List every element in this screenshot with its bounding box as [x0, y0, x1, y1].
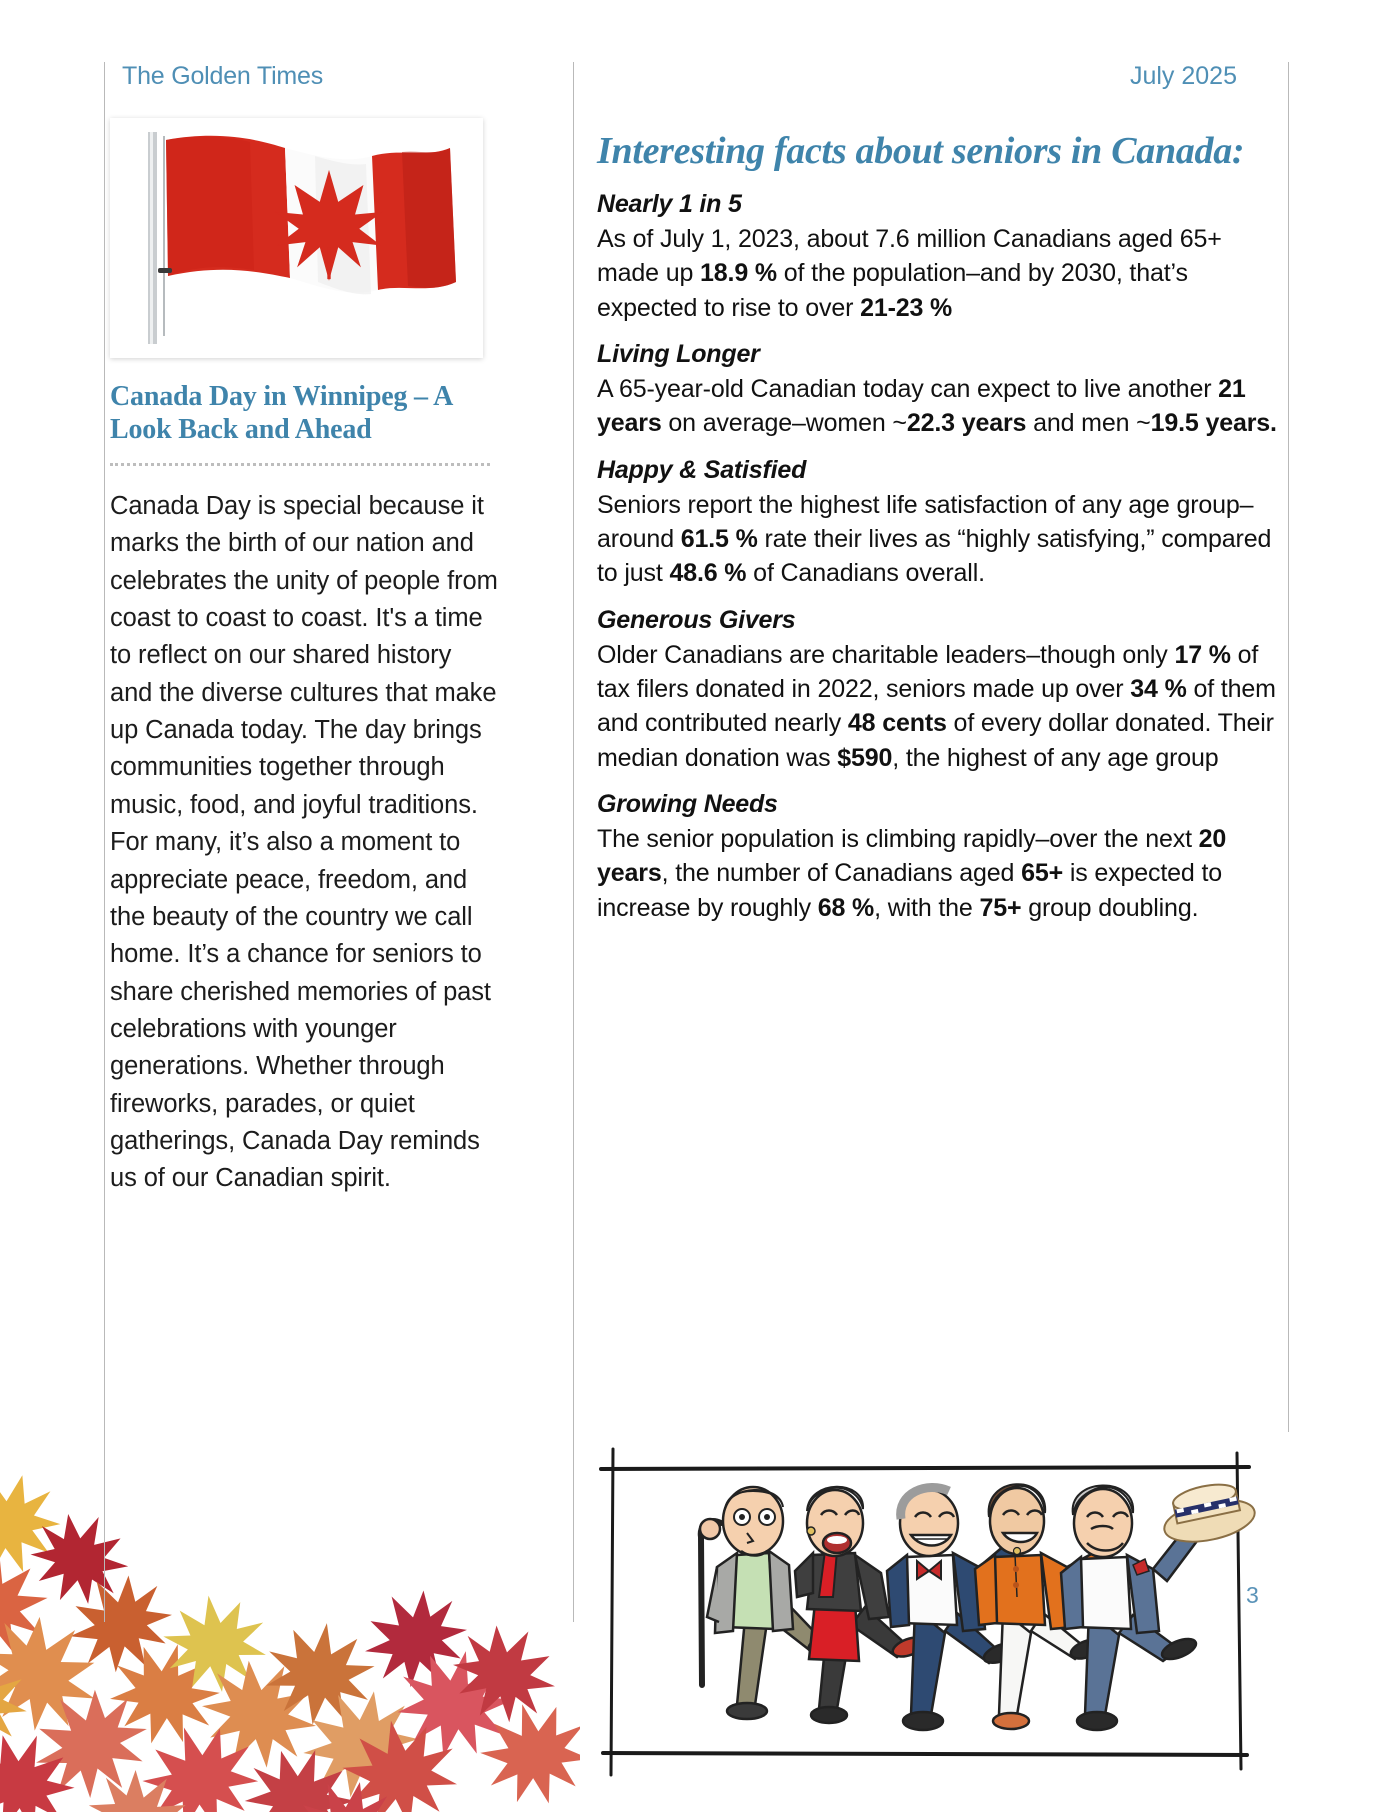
issue-date: July 2025: [1129, 62, 1237, 90]
headline-divider: [110, 460, 490, 466]
column-rule-right: [1288, 62, 1289, 1432]
fact-body: Seniors report the highest life satisfaction of any age group–around 61.5 % rate their lives as “highly satisfying,” compared to just 48.6 % of Canadians overall.: [597, 490, 1272, 588]
masthead: [104, 62, 1289, 112]
autumn-leaves-decoration: [0, 1372, 580, 1812]
left-article-headline: Canada Day in Winnipeg – A Look Back and Ahead: [110, 381, 452, 446]
fact-title: Nearly 1 in 5: [597, 189, 742, 218]
canadian-flag-image: [110, 118, 483, 358]
column-rule-middle: [573, 62, 574, 1622]
fact-title: Generous Givers: [597, 605, 796, 634]
fact-item: [597, 789, 1287, 925]
left-column: [110, 118, 500, 1198]
fact-title: Growing Needs: [597, 789, 778, 818]
fact-body: The senior population is climbing rapidly–over the next 20 years, the number of Canadians aged 65+ is expected to increase by roughly 68 %, with the 75+ group doubling.: [597, 825, 1227, 922]
column-rule-left: [104, 62, 105, 1622]
fact-title: Happy & Satisfied: [597, 455, 807, 484]
fact-item: [597, 189, 1287, 325]
fact-title: Living Longer: [597, 339, 760, 368]
fact-item: [597, 455, 1287, 591]
publication-title: The Golden Times: [122, 62, 324, 90]
fact-body: Older Canadians are charitable leaders–though only 17 % of tax filers donated in 2022, seniors made up over 34 % of them and contributed nearly 48 cents of every dollar donated. Their median donation was $590, the highest of any age group: [597, 640, 1276, 772]
left-article-body: Canada Day is special because it marks the birth of our nation and celebrates the unity of people from coast to coast to coast. It's a time to reflect on our shared history and the diverse cultures that make up Canada today. The day brings communities together through music, food, and joyful traditions. For many, it’s also a moment to appreciate peace, freedom, and the beauty of the country we call home. It’s a chance for seniors to share cherished memories of past celebrations with younger generations. Whether through fireworks, parades, or quiet gatherings, Canada Day reminds us of our Canadian spirit.: [110, 492, 498, 1193]
fact-item: [597, 605, 1287, 775]
fact-body: As of July 1, 2023, about 7.6 million Canadians aged 65+ made up 18.9 % of the population–and by 2030, that’s expected to rise to over 21-23 %: [597, 225, 1222, 322]
fact-body: A 65-year-old Canadian today can expect to live another 21 years on average–women ~22.3 years and men ~19.5 years.: [597, 375, 1277, 438]
page-number: 3: [1246, 1582, 1259, 1608]
dancing-seniors-cartoon: [597, 1447, 1257, 1777]
fact-item: [597, 339, 1287, 441]
right-article-headline: Interesting facts about seniors in Canada:: [597, 130, 1245, 172]
right-column: [597, 130, 1287, 939]
